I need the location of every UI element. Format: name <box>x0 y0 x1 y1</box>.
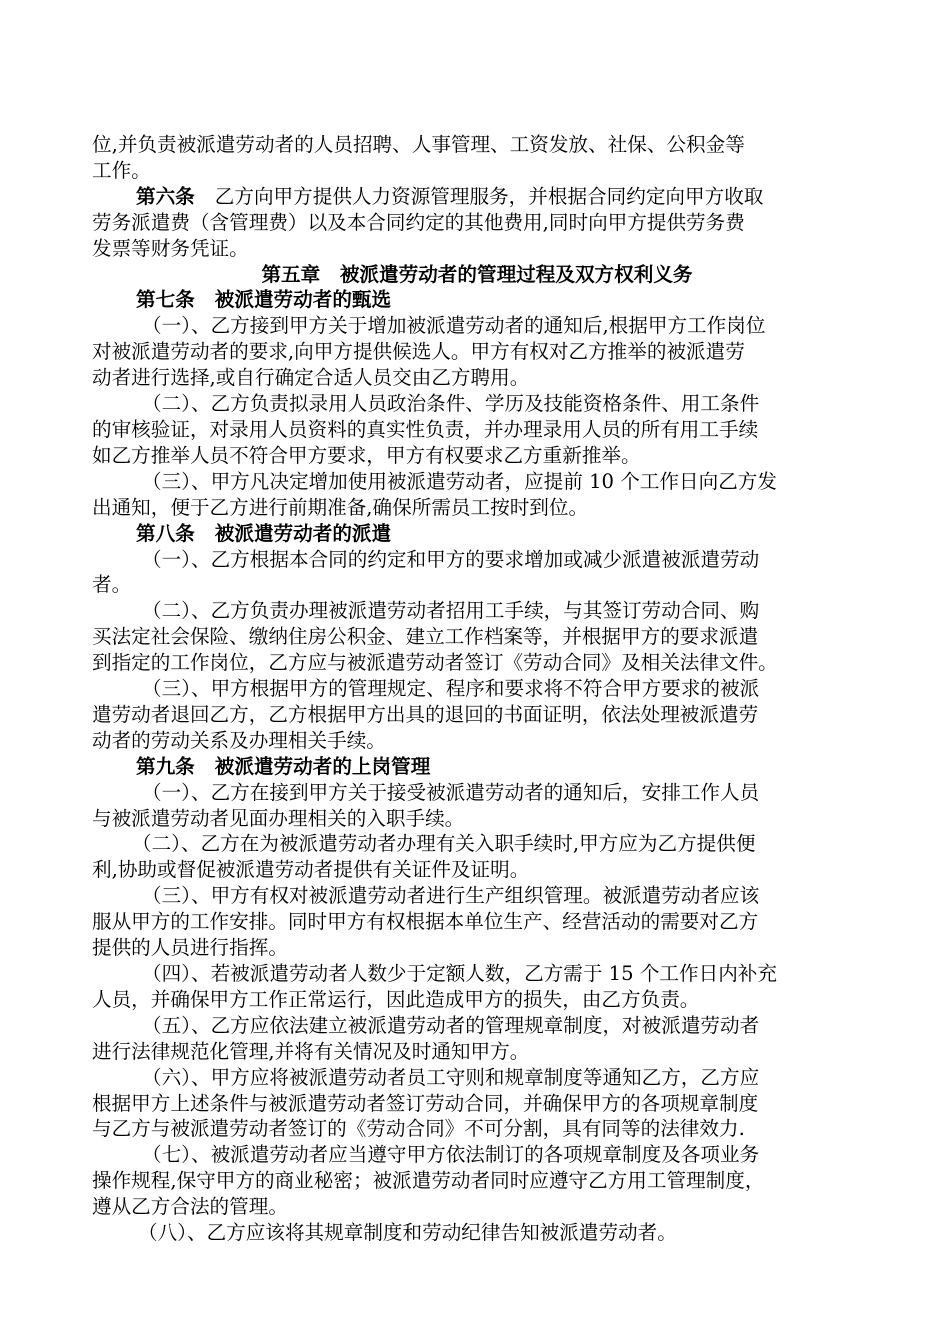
text-line: 操作规程,保守甲方的商业秘密；被派遣劳动者同时应遵守乙方用工管理制度， <box>92 1169 765 1193</box>
text-line: （四）、若被派遣劳动者人数少于定额人数，乙方需于 15 个工作日内补充 <box>142 962 777 985</box>
text-line: 出通知，便于乙方进行前期准备,确保所需员工按时到位。 <box>92 495 589 519</box>
article-9 <box>92 754 862 780</box>
text-line: （一）、乙方接到甲方关于增加被派遣劳动者的通知后,根据甲方工作岗位 <box>142 314 766 338</box>
article-title: 第八条 <box>136 521 195 545</box>
article-title: 第七条 <box>136 288 195 312</box>
text-line: 的审核验证，对录用人员资料的真实性负责，并办理录用人员的所有用工手续 <box>92 417 759 441</box>
text-line: （五）、乙方应依法建立被派遣劳动者的管理规章制度，对被派遣劳动者 <box>142 1013 760 1037</box>
text-line: （一）、乙方在接到甲方关于接受被派遣劳动者的通知后，安排工作人员 <box>142 780 760 804</box>
text-line: （二）、乙方负责拟录用人员政治条件、学历及技能资格条件、用工条件 <box>142 392 760 416</box>
text-line: 遣劳动者退回乙方，乙方根据甲方出具的退回的书面证明，依法处理被派遣劳 <box>92 702 759 726</box>
text-line: 与乙方与被派遣劳动者签订的《劳动合同》不可分割，具有同等的法律效力. <box>92 1117 745 1141</box>
text-line: 利,协助或督促被派遣劳动者提供有关证件及证明。 <box>92 858 530 882</box>
article-6 <box>92 184 862 210</box>
text-line: （八）、乙方应该将其规章制度和劳动纪律告知被派遣劳动者。 <box>138 1221 677 1245</box>
article-heading-text: 被派遣劳动者的派遣 <box>214 521 392 545</box>
text-line: 与被派遣劳动者见面办理相关的入职手续。 <box>92 806 465 830</box>
text-line: 工作。 <box>92 158 151 182</box>
article-text: 乙方向甲方提供人力资源管理服务，并根据合同约定向甲方收取 <box>214 184 764 208</box>
text-line: （三）、甲方有权对被派遣劳动者进行生产组织管理。被派遣劳动者应该 <box>142 884 760 908</box>
text-line: （二）、乙方负责办理被派遣劳动者招用工手续，与其签订劳动合同、购 <box>142 599 760 623</box>
text-line: 劳务派遣费（含管理费）以及本合同约定的其他费用,同时向甲方提供劳务费 <box>92 210 745 234</box>
text-line: （三）、甲方凡决定增加使用被派遣劳动者，应提前 10 个工作日向乙方发 <box>142 469 777 493</box>
document-page <box>92 132 862 1246</box>
text-line: 如乙方推举人员不符合甲方要求，甲方有权要求乙方重新推举。 <box>92 443 641 467</box>
text-line: 者。 <box>92 573 132 597</box>
text-line: 买法定社会保险、缴纳住房公积金、建立工作档案等，并根据甲方的要求派遣 <box>92 625 759 649</box>
text-line: 对被派遣劳动者的要求,向甲方提供候选人。甲方有权对乙方推举的被派遣劳 <box>92 340 745 364</box>
text-line: （七）、被派遣劳动者应当遵守甲方依法制订的各项规章制度及各项业务 <box>142 1143 760 1167</box>
text-line: 进行法律规范化管理,并将有关情况及时通知甲方。 <box>92 1039 530 1063</box>
article-7 <box>92 287 862 313</box>
text-line: 遵从乙方合法的管理。 <box>92 1195 288 1219</box>
article-8 <box>92 521 862 547</box>
text-line: 服从甲方的工作安排。同时甲方有权根据本单位生产、经营活动的需要对乙方 <box>92 910 759 934</box>
text-line: （二）、乙方在为被派遣劳动者办理有关入职手续时,甲方应为乙方提供便 <box>132 832 756 856</box>
text-line: （一）、乙方根据本合同的约定和甲方的要求增加或减少派遣被派遣劳动 <box>142 547 760 571</box>
text-line: （三）、甲方根据甲方的管理规定、程序和要求将不符合甲方要求的被派 <box>142 677 760 701</box>
article-heading-text: 被派遣劳动者的甄选 <box>214 288 392 312</box>
text-line: 提供的人员进行指挥。 <box>92 936 288 960</box>
text-line: （六）、甲方应将被派遣劳动者员工守则和规章制度等通知乙方，乙方应 <box>142 1065 760 1089</box>
article-heading-text: 被派遣劳动者的上岗管理 <box>214 754 431 778</box>
article-title: 第六条 <box>136 184 195 208</box>
text-line: 动者进行选择,或自行确定合适人员交由乙方聘用。 <box>92 366 530 390</box>
chapter-heading: 第五章 被派遣劳动者的管理过程及双方权利义务 <box>261 262 693 286</box>
text-line: 发票等财务凭证。 <box>92 236 249 260</box>
text-line: 人员，并确保甲方工作正常运行，因此造成甲方的损失，由乙方负责。 <box>92 987 700 1011</box>
text-line: 位,并负责被派遣劳动者的人员招聘、人事管理、工资发放、社保、公积金等 <box>92 133 745 156</box>
text-line: 动者的劳动关系及办理相关手续。 <box>92 728 386 752</box>
article-title: 第九条 <box>136 754 195 778</box>
text-line: 根据甲方上述条件与被派遣劳动者签订劳动合同，并确保甲方的各项规章制度 <box>92 1091 759 1115</box>
text-line: 到指定的工作岗位，乙方应与被派遣劳动者签订《劳动合同》及相关法律文件。 <box>92 651 778 675</box>
